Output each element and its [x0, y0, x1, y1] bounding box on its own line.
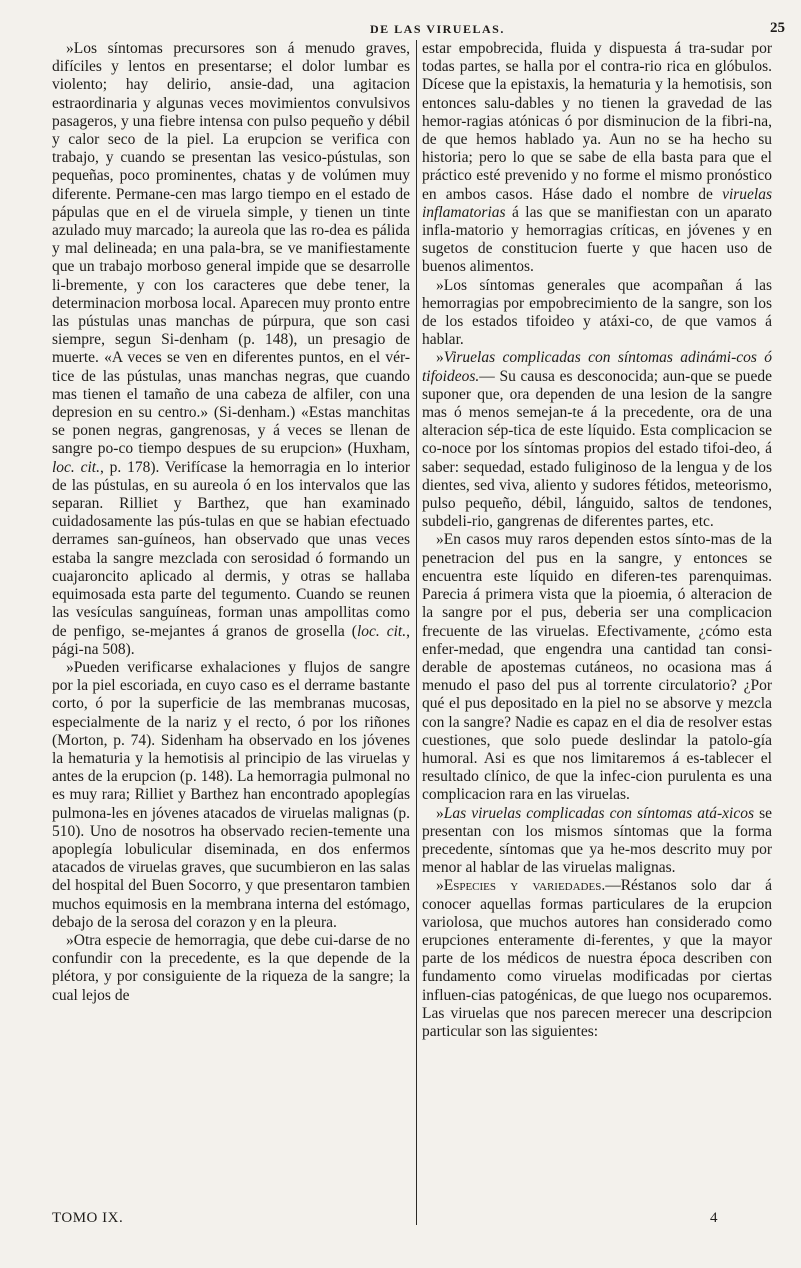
- paragraph: »Los síntomas generales que acompañan á las hemorragias por empobrecimiento de la sangre, son los de los estados tifoideo y atáxi-co, de que vamos á hablar.: [422, 276, 772, 349]
- signature-mark: 4: [710, 1210, 718, 1226]
- paragraph: »Pueden verificarse exhalaciones y flujos de sangre por la piel escoriada, en cuyo caso es el derrame bastante corto, ó por la superficie de las membranas mucosas, especialmente de la nariz y el recto, ó por los riñones (Morton, p. 74). Sidenham ha observado en los jóvenes la hematuria y la hemotisis al principio de las viruelas y antes de la erupcion (p. 148). La hemorragia pulmonal no es muy rara; Rilliet y Barthez han encontrado apoplegías pulmona-les en jóvenes atacados de viruelas malignas (p. 510). Uno de nosotros ha observado recien-temente una apoplegía lobulicular diseminada, en dos enfermos atacados de viruelas graves, que sucumbieron en las salas del hospital del Buen Socorro, y que presentaron tambien muchos equimosis en la membrana interna del estómago, debajo de la serosa del corazon y en la pleura.: [52, 658, 410, 931]
- paragraph: »Las viruelas complicadas con síntomas atá-xicos se presentan con los mismos síntomas que la forma precedente, síntomas que ya he-mos descrito muy por menor al hablar de las viruelas malignas.: [422, 804, 772, 877]
- paragraph: »Otra especie de hemorragia, que debe cui-darse de no confundir con la precedente, es la que depende de la plétora, y por consiguiente de la riqueza de la sangre; la cual lejos de: [52, 931, 410, 1004]
- paragraph: estar empobrecida, fluida y dispuesta á tra-sudar por todas partes, se halla por el contra-rio rica en glóbulos. Dícese que la epistaxis, la hematuria y la hemotisis, son entonces salu-dables y no tienen la gravedad de las hemor-ragias atónicas ó por disminucion de la fibri-na, de que hemos hablado ya. Aun no se ha hecho su historia; pero lo que se sabe de ella basta para que el práctico esté prevenido y no forme el mismo pronóstico en ambos casos. Háse dado el nombre de viruelas inflamatorias á las que se manifiestan con un aparato infla-matorio y hemorragias críticas, en jóvenes y en sugetos de constitucion fuerte y que hacen uso de buenos alimentos.: [422, 40, 773, 276]
- volume-label: TOMO IX.: [52, 1210, 124, 1226]
- right-column: [422, 40, 772, 1041]
- paragraph: »En casos muy raros dependen estos sínto-mas de la penetracion del pus en la sangre, y entonces se encuentra este líquido en diferen-tes parenquimas. Parecia á primera vista que la pioemia, ó alteracion de la sangre por el pus, deberia ser una complicacion frecuente de las viruelas. Efectivamente, ¿cómo esta enfer-medad, que engendra una cantidad tan consi-derable de apostemas cutáneos, no ocasiona mas á menudo el paso del pus al torrente circulatorio? ¿Por qué el pus depositado en la piel no se absorve y mezcla con la sangre? Nadie es capaz en el dia de resolver estas cuestiones, que solo puede deslindar la patolo-gía humoral. Asi es que nos limitaremos á es-tablecer el resultado clínico, de que la infec-cion purulenta es una complicacion rara en las viruelas.: [422, 531, 772, 804]
- paragraph: »Los síntomas precursores son á menudo graves, difíciles y lentos en presentarse; el dolor lumbar es violento; hay delirio, ansie-dad, una agitacion estraordinaria y algunas veces movimientos convulsivos pasageros, y una fiebre intensa con pulso pequeño y débil y calor seco de la piel. La erupcion se verifica con trabajo, y cuando se presentan las vesico-pústulas, son pequeñas, poco prominentes, chatas y de volúmen muy diferente. Permane-cen mas largo tiempo en el estado de pápulas que en el de viruela simple, y tienen un tinte azulado muy marcado; la aureola que las ro-dea es pálida y mal delineada; en una pala-bra, se ve manifiestamente que un trabajo morboso general impide que se desarrolle li-bremente, y con los caracteres que debe tener, la determinacion morbosa local. Aparecen muy pronto entre las pústulas unas manchas de púrpura, que son casi siempre, segun Si-denham (p. 148), un presagio de muerte. «A veces se ven en diferentes puntos, en el vér-tice de las pústulas, unas manchas negras, que cuando mas tienen el tamaño de una cabeza de alfiler, con una depresion en su centro.» (Si-denham.) «Estas manchitas se ponen negras, gangrenosas, y á veces se llenan de sangre po-co tiempo despues de su erupcion» (Huxham, loc. cit., p. 178). Verifícase la hemorragia en lo interior de las pústulas, en su aureola ó en los intervalos que las separan. Rilliet y Barthez, que han examinado cuidadosamente las pús-tulas en que se habian efectuado derrames san-guíneos, han observado que unas veces estaba la sangre mezclada con serosidad ó formando un cuajaroncito aplicado al dermis, y otras se hallaba equimosada esta parte del tegumento. Cuando se reunen las vesículas sanguíneas, forman unas ampollitas como de penfigo, se-mejantes á granos de grosella (loc. cit., pági-na 508).: [52, 40, 410, 658]
- paragraph: »Viruelas complicadas con síntomas adinámi-cos ó tifoideos.— Su causa es desconocida; aun-que se puede suponer que, ora dependen de una lesion de la sangre mas ó menos semejan-te á la precedente, ora de una alteracion sép-tica de este líquido. Esta complicacion se co-noce por los síntomas propios del estado tifoi-deo, á saber: sequedad, estado fuliginoso de la lengua y de los dientes, sed viva, aliento y sudores fétidos, meteorismo, pulso pequeño, débil, lánguido, saltos de tendones, subdeli-rio, gangrenas de diferentes partes, etc.: [422, 349, 772, 531]
- paragraph: »Especies y variedades.—Réstanos solo dar á conocer aquellas formas particulares de la erupcion variolosa, que muchos autores han considerado como erupciones enteramente di-ferentes, y que la mayor parte de los médicos de nuestra época describen con fundamento como viruelas modificadas por ciertas influen-cias patogénicas, de que luego nos ocuparemos. Las viruelas que nos parecen merecer una descripcion particular son las siguientes:: [422, 877, 772, 1040]
- left-column: [52, 40, 410, 1005]
- running-head: DE LAS VIRUELAS.: [370, 22, 505, 36]
- page-number: 25: [770, 20, 785, 36]
- column-divider: [416, 40, 417, 1225]
